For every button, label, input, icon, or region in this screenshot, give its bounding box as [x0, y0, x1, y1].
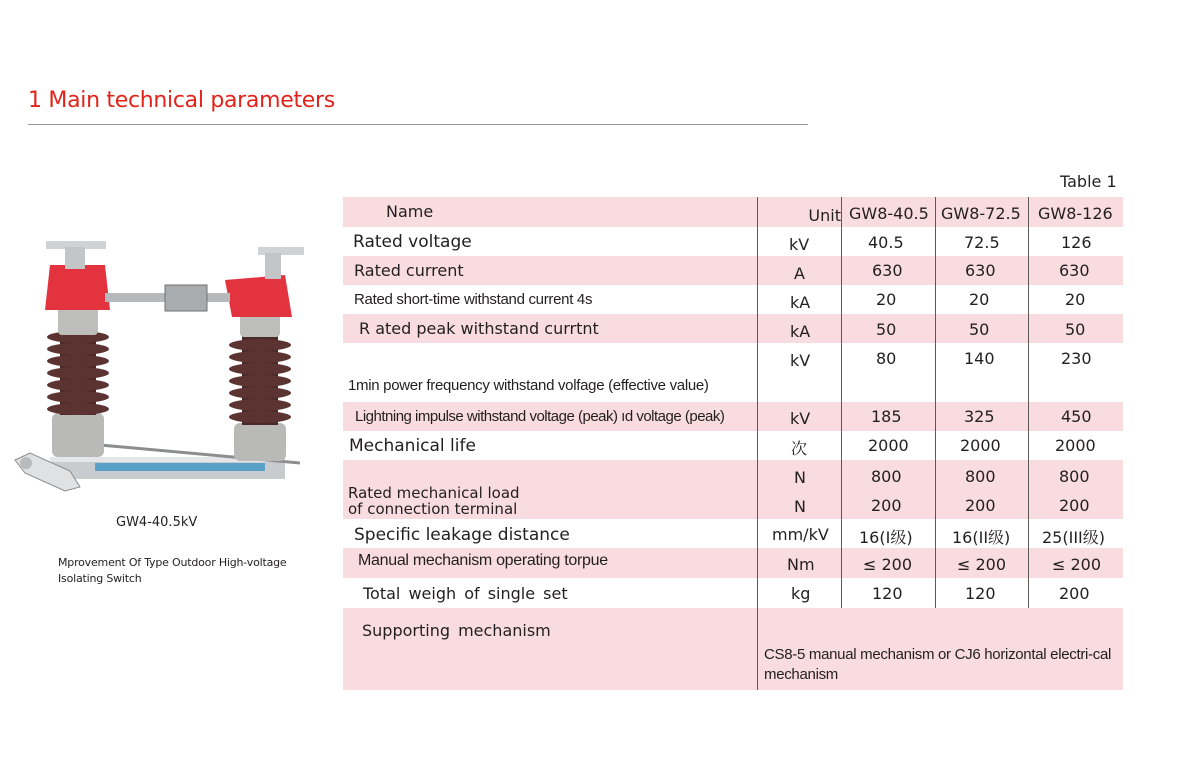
table-row	[343, 314, 1123, 343]
param-unit: 次	[791, 439, 808, 458]
table-row	[343, 227, 1123, 256]
table-row	[343, 460, 1123, 519]
param-name: Supporting mechanism	[362, 621, 551, 640]
table-row	[343, 402, 1123, 431]
table-caption: Table 1	[1060, 172, 1117, 191]
param-name: 1min power frequency withstand volfage (effective value)	[348, 377, 709, 394]
param-value: 25(III级)	[1042, 528, 1106, 547]
param-value: 50	[876, 320, 897, 339]
header-model-3: GW8-126	[1038, 204, 1113, 223]
param-unit: kg	[791, 584, 811, 603]
param-value: 200	[965, 496, 996, 515]
param-name: Specific leakage distance	[354, 525, 570, 545]
param-unit: Nm	[787, 555, 815, 574]
param-name: R ated peak withstand currtnt	[359, 319, 599, 338]
handle-pivot	[20, 457, 32, 469]
table-row	[343, 343, 1123, 402]
column-divider	[757, 197, 758, 690]
left-terminal-post	[65, 247, 85, 269]
param-value: 800	[871, 467, 902, 486]
heading-divider	[28, 124, 808, 125]
param-value: 630	[872, 261, 903, 280]
photo-description: Mprovement Of Type Outdoor High-voltage Isolating Switch	[58, 556, 287, 585]
param-value: 230	[1061, 349, 1092, 368]
left-insulator	[47, 330, 109, 415]
isolating-switch-photo	[10, 235, 322, 507]
param-value: 126	[1061, 233, 1092, 252]
param-value: 40.5	[868, 233, 904, 252]
param-value: ≤ 200	[957, 555, 1007, 574]
param-name: Mechanical life	[349, 436, 476, 456]
param-value: 2000	[1055, 436, 1096, 455]
param-value: 800	[1059, 467, 1090, 486]
left-red-head	[45, 265, 110, 310]
right-insulator	[229, 330, 291, 425]
param-value: 16(II级)	[952, 528, 1011, 547]
param-value: 120	[872, 584, 903, 603]
param-value: 450	[1061, 407, 1092, 426]
param-name: Rated voltage	[353, 232, 472, 252]
param-value: 200	[1059, 584, 1090, 603]
param-name: Total weigh of single set	[363, 584, 568, 603]
table-row	[343, 285, 1123, 314]
param-value: 2000	[960, 436, 1001, 455]
header-unit: Unit	[808, 206, 841, 225]
base-blue-bar	[95, 463, 265, 471]
param-unit: A	[794, 264, 805, 283]
column-divider	[841, 197, 842, 608]
param-value: 80	[876, 349, 897, 368]
right-terminal-post	[265, 253, 281, 279]
param-value: 185	[871, 407, 902, 426]
param-value: 630	[965, 261, 996, 280]
param-value: 72.5	[964, 233, 1000, 252]
param-value: 325	[964, 407, 995, 426]
param-name: Rated mechanical load of connection terminal	[348, 484, 520, 518]
photo-caption: GW4-40.5kV	[116, 515, 198, 530]
param-value: 2000	[868, 436, 909, 455]
param-value: CS8-5 manual mechanism or CJ6 horizontal electri-cal mechanism	[764, 646, 1112, 683]
param-value: ≤ 200	[863, 555, 913, 574]
table-row	[343, 431, 1123, 460]
right-base-cap	[234, 423, 286, 461]
param-value: 20	[1065, 290, 1086, 309]
parameters-table	[343, 197, 1123, 690]
param-value: 200	[1059, 496, 1090, 515]
right-red-head	[225, 275, 292, 317]
param-name: Manual mechanism operating torpue	[358, 552, 608, 569]
table-row	[343, 519, 1123, 548]
param-value: 16(I级)	[859, 528, 913, 547]
section-heading: 1 Main technical parameters	[28, 88, 335, 113]
contact-head	[165, 285, 207, 311]
param-value: 800	[965, 467, 996, 486]
param-name: Rated current	[354, 261, 464, 280]
param-value: 50	[1065, 320, 1086, 339]
param-value: 630	[1059, 261, 1090, 280]
param-unit: N	[794, 468, 806, 487]
table-row	[343, 578, 1123, 608]
column-divider	[935, 197, 936, 608]
table-row	[343, 608, 1123, 690]
param-value: 120	[965, 584, 996, 603]
left-base-cap	[52, 413, 104, 457]
column-divider	[1028, 197, 1029, 608]
param-name: Lightning impulse withstand voltage (peak) ıd voltage (peak)	[355, 408, 725, 425]
header-model-1: GW8-40.5	[849, 204, 929, 223]
param-value: 50	[969, 320, 990, 339]
table-header-row	[343, 197, 1123, 227]
table-row	[343, 256, 1123, 285]
header-name: Name	[386, 202, 434, 221]
param-value: 20	[969, 290, 990, 309]
table-row	[343, 548, 1123, 578]
param-unit: kA	[790, 293, 811, 312]
param-unit: kA	[790, 322, 811, 341]
param-name: Rated short-time withstand current 4s	[354, 291, 593, 308]
param-unit: kV	[789, 235, 810, 254]
param-unit: kV	[790, 409, 811, 428]
param-unit: mm/kV	[772, 525, 829, 544]
param-value: 20	[876, 290, 897, 309]
header-model-2: GW8-72.5	[941, 204, 1021, 223]
param-value: 140	[964, 349, 995, 368]
param-unit: N	[794, 497, 806, 516]
param-unit: kV	[790, 351, 811, 370]
param-value: 200	[871, 496, 902, 515]
param-value: ≤ 200	[1052, 555, 1102, 574]
